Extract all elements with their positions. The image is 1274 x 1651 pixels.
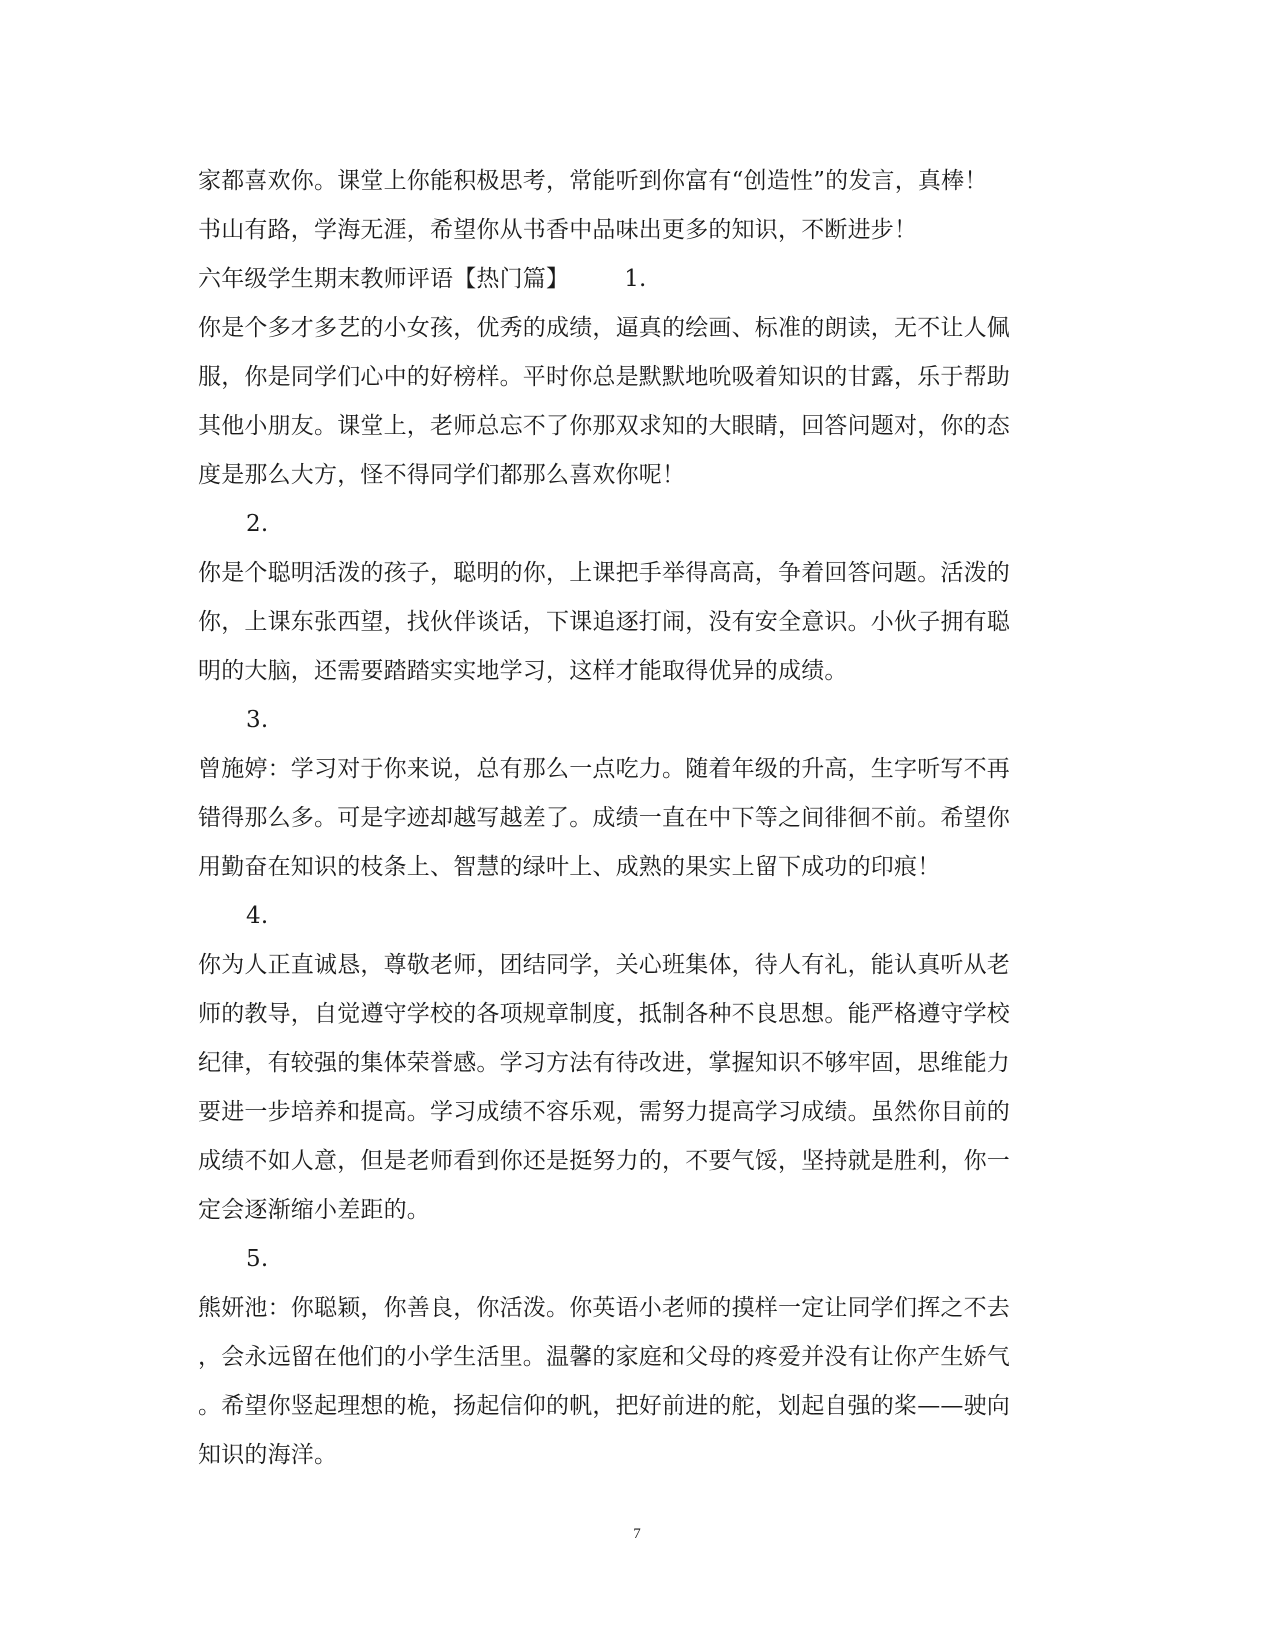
entry-line: 你是个聪明活泼的孩子，聪明的你，上课把手举得高高，争着回答问题。活泼的 [198,560,1010,586]
entry-line: 曾施婷：学习对于你来说，总有那么一点吃力。随着年级的升高，生字听写不再 [198,756,1010,782]
entry-2 [198,500,1078,696]
entry-number: 1. [624,266,647,292]
document-body [198,157,1078,1480]
page-number: 7 [633,1526,641,1542]
entry-line: 知识的海洋。 [198,1442,338,1468]
entry-line: 其他小朋友。课堂上，老师总忘不了你那双求知的大眼睛，回答问题对，你的态 [198,413,1010,439]
entry-line: 用勤奋在知识的枝条上、智慧的绿叶上、成熟的果实上留下成功的印痕！ [198,854,941,880]
entry-line: 服，你是同学们心中的好榜样。平时你总是默默地吮吸着知识的甘露，乐于帮助 [198,364,1010,390]
entry-line: 师的教导，自觉遵守学校的各项规章制度，抵制各种不良思想。能严格遵守学校 [198,1001,1010,1027]
entry-line: 度是那么大方，怪不得同学们都那么喜欢你呢！ [198,462,686,488]
entry-line: 要进一步培养和提高。学习成绩不容乐观，需努力提高学习成绩。虽然你目前的 [198,1099,1010,1125]
entry-line: 你为人正直诚恳，尊敬老师，团结同学，关心班集体，待人有礼，能认真听从老 [198,952,1010,978]
entry-1 [198,304,1078,500]
intro-line: 书山有路，学海无涯，希望你从书香中品味出更多的知识，不断进步！ [198,217,918,243]
entry-line: 你，上课东张西望，找伙伴谈话，下课追逐打闹，没有安全意识。小伙子拥有聪 [198,609,1010,635]
entry-line: ，会永远留在他们的小学生活里。温馨的家庭和父母的疼爱并没有让你产生娇气 [198,1344,1010,1370]
entry-line: 定会逐渐缩小差距的。 [198,1197,430,1223]
entry-line: 熊妍池：你聪颖，你善良，你活泼。你英语小老师的摸样一定让同学们挥之不去 [198,1295,1010,1321]
entry-line: 明的大脑，还需要踏踏实实地学习，这样才能取得优异的成绩。 [198,658,848,684]
entry-number: 4. [246,903,269,929]
entry-number: 5. [246,1246,269,1272]
entry-line: 错得那么多。可是字迹却越写越差了。成绩一直在中下等之间徘徊不前。希望你 [198,805,1010,831]
entry-line: 纪律，有较强的集体荣誉感。学习方法有待改进，掌握知识不够牢固，思维能力 [198,1050,1010,1076]
intro-line: 家都喜欢你。课堂上你能积极思考，常能听到你富有“创造性”的发言，真棒！ [198,168,988,194]
entry-4 [198,892,1078,1235]
entry-number: 2. [246,511,269,537]
entry-5 [198,1235,1078,1480]
entry-line: 成绩不如人意，但是老师看到你还是挺努力的，不要气馁，坚持就是胜利，你一 [198,1148,1010,1174]
section-heading-text: 六年级学生期末教师评语【热门篇】 [198,266,570,292]
entry-line: 。希望你竖起理想的桅，扬起信仰的帆，把好前进的舵，划起自强的桨——驶向 [198,1393,1010,1419]
entry-line: 你是个多才多艺的小女孩，优秀的成绩，逼真的绘画、标准的朗读，无不让人佩 [198,315,1010,341]
entry-number: 3. [246,707,269,733]
entry-3 [198,696,1078,892]
section-heading [198,255,1078,304]
